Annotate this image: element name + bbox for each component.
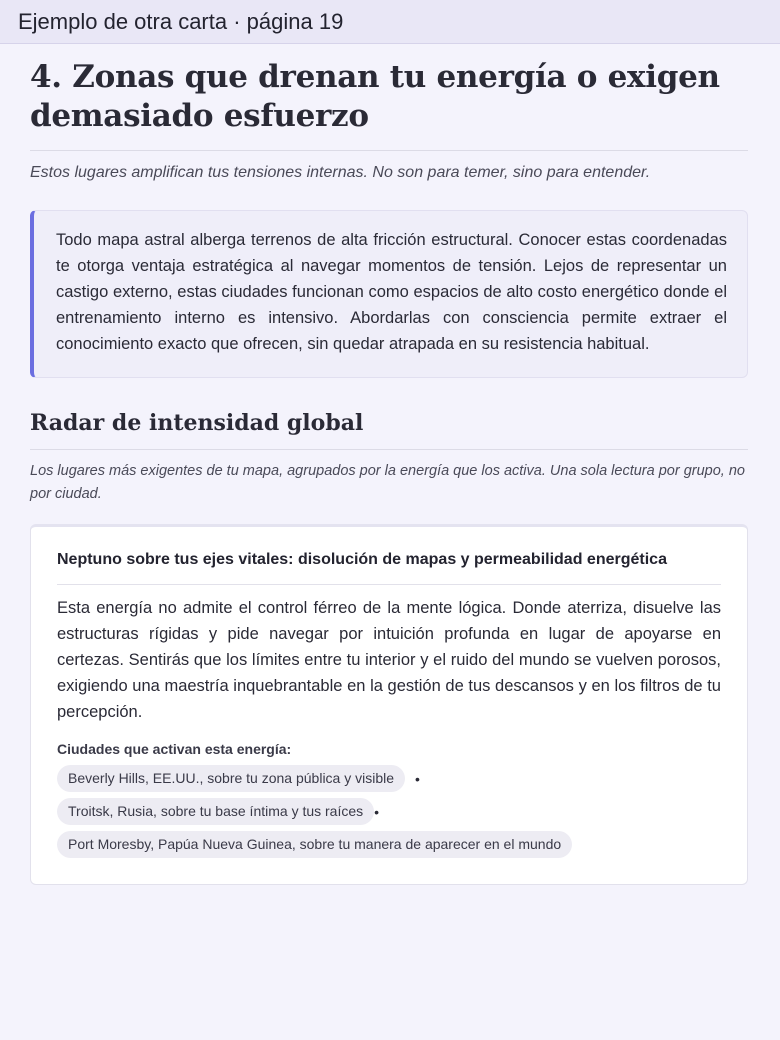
page-header (0, 0, 780, 44)
page-header-title: Ejemplo de otra carta · página 19 (18, 9, 344, 34)
section-title: 4. Zonas que drenan tu energía o exigen demasiado esfuerzo (30, 59, 720, 134)
radar-title: Radar de intensidad global (30, 410, 364, 436)
cities-label: Ciudades que activan esta energía: (57, 741, 292, 757)
energy-card-divider (57, 584, 721, 585)
city-chip: Beverly Hills, EE.UU., sobre tu zona pública y visible (57, 765, 405, 792)
city-chip-list (57, 765, 721, 858)
intro-callout (30, 210, 748, 378)
radar-lede: Los lugares más exigentes de tu mapa, agrupados por la energía que los activa. Una sola lectura por grupo, no por ciudad. (30, 463, 745, 502)
bullet-separator: • (415, 770, 420, 787)
main-content (0, 58, 780, 885)
radar-divider (30, 449, 748, 450)
bullet-separator: • (374, 803, 380, 820)
section-divider (30, 150, 748, 151)
city-chip: Troitsk, Rusia, sobre tu base íntima y tus raíces (57, 798, 374, 825)
energy-card (30, 524, 748, 885)
intro-callout-text: Todo mapa astral alberga terrenos de alta fricción estructural. Conocer estas coordenadas te otorga ventaja estratégica al navegar momentos de tensión. Lejos de representar un castigo externo, estas ciudades funcionan como espacios de alto costo energético donde el entrenamiento interno es intensivo. Abordarlas con consciencia permite extraer el conocimiento exacto que ofrecen, sin quedar atrapada en su resistencia habitual. (56, 231, 727, 353)
city-chip: Port Moresby, Papúa Nueva Guinea, sobre tu manera de aparecer en el mundo (57, 831, 572, 858)
section-lede: Estos lugares amplifican tus tensiones internas. No son para temer, sino para entender. (30, 164, 651, 181)
energy-card-title: Neptuno sobre tus ejes vitales: disolución de mapas y permeabilidad energética (57, 551, 667, 568)
energy-card-body: Esta energía no admite el control férreo de la mente lógica. Donde aterriza, disuelve las estructuras rígidas y pide navegar por intuición profunda en lugar de apoyarse en certezas. Sentirás que los límites entre tu interior y el ruido del mundo se vuelven porosos, exigiendo una maestría inquebrantable en la gestión de tus descansos y en los filtros de tu percepción. (57, 599, 721, 721)
